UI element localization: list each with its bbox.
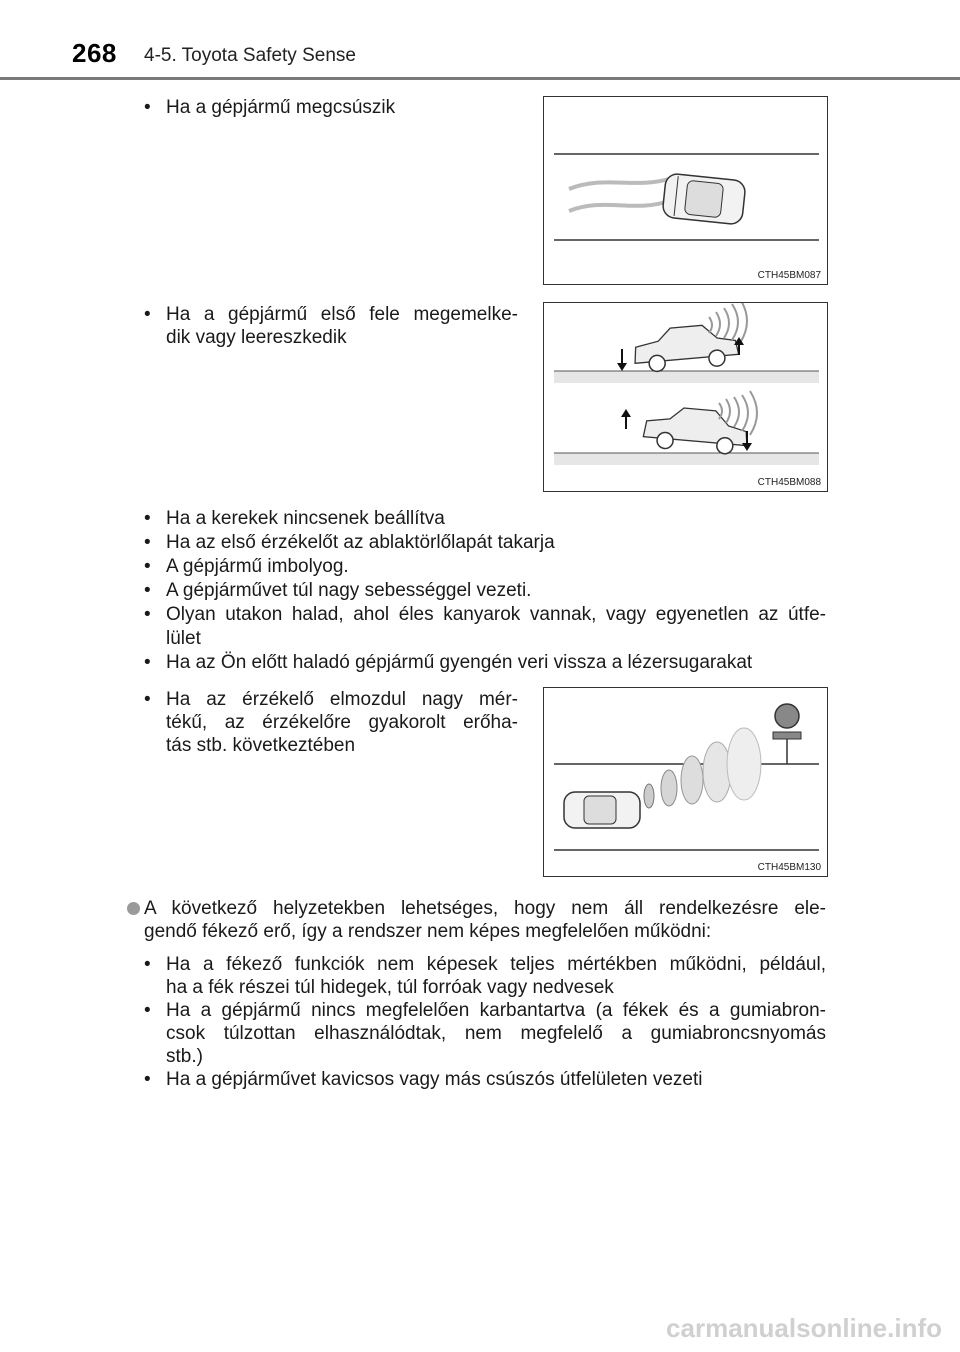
skidding-car-illustration [544, 97, 829, 286]
bullet-marker: • [144, 556, 151, 577]
bullet-marker: • [144, 689, 151, 710]
brake-item-line: csok túlzottan elhasználódtak, nem megfelelő a gumiabroncsnyomás [166, 1023, 826, 1044]
list-item: Olyan utakon halad, ahol éles kanyarok vannak, vagy egyenetlen az útfe- [166, 604, 826, 625]
page-number: 268 [72, 38, 117, 68]
section-title: 4-5. Toyota Safety Sense [144, 45, 356, 66]
list-item-continuation: lület [166, 628, 201, 649]
brake-item-line: Ha a gépjármű nincs megfelelően karbantartva (a fékek és a gumiabron- [166, 1000, 826, 1021]
pitching-car-illustration [544, 303, 829, 493]
item-pitch-line2: dik vagy leereszkedik [166, 327, 347, 348]
item-skid-text: Ha a gépjármű megcsúszik [166, 97, 396, 118]
item-pitch-line1: Ha a gépjármű első fele megemelke- [166, 304, 518, 325]
figure-sensor-misaligned [543, 687, 828, 877]
bullet-marker: • [144, 604, 151, 625]
bullet-marker: • [144, 1000, 151, 1021]
item-sensor-line2: tékű, az érzékelőre gyakorolt erőha- [166, 712, 518, 733]
bullet-marker: • [144, 580, 151, 601]
figure-vehicle-pitching [543, 302, 828, 492]
bullet-marker: • [144, 508, 151, 529]
figure-code: CTH45BM130 [757, 862, 821, 873]
bullet-marker: • [144, 954, 151, 975]
sensor-beam-illustration [544, 688, 829, 878]
brake-item-line: stb.) [166, 1046, 203, 1067]
item-sensor-line1: Ha az érzékelő elmozdul nagy mér- [166, 689, 518, 710]
header-divider [0, 77, 960, 80]
list-item: A gépjármű imbolyog. [166, 556, 349, 577]
brake-intro-line2: gendő fékező erő, így a rendszer nem képes megfelelően működni: [144, 921, 712, 942]
figure-vehicle-skidding [543, 96, 828, 285]
footer-watermark: carmanualsonline.info [666, 1313, 942, 1343]
item-sensor-line3: tás stb. következtében [166, 735, 356, 756]
brake-item-line: ha a fék részei túl hidegek, túl forróak vagy nedvesek [166, 977, 614, 998]
brake-item-line: Ha a fékező funkciók nem képesek teljes mértékben működni, például, [166, 954, 826, 975]
bullet-marker: • [144, 532, 151, 553]
figure-code: CTH45BM087 [757, 270, 821, 281]
list-item: Ha az Ön előtt haladó gépjármű gyengén veri vissza a lézersugarakat [166, 652, 753, 673]
bullet-marker: • [144, 304, 151, 325]
list-item: Ha a kerekek nincsenek beállítva [166, 508, 445, 529]
list-item: A gépjárművet túl nagy sebességgel vezeti. [166, 580, 532, 601]
bullet-marker: • [144, 97, 151, 118]
brake-item-line: Ha a gépjárművet kavicsos vagy más csúszós útfelületen vezeti [166, 1069, 703, 1090]
bullet-marker: • [144, 652, 151, 673]
section-bullet-dot-icon [127, 902, 140, 915]
brake-intro-line1: A következő helyzetekben lehetséges, hogy nem áll rendelkezésre ele- [144, 898, 826, 919]
list-item: Ha az első érzékelőt az ablaktörlőlapát takarja [166, 532, 555, 553]
figure-code: CTH45BM088 [757, 477, 821, 488]
bullet-marker: • [144, 1069, 151, 1090]
